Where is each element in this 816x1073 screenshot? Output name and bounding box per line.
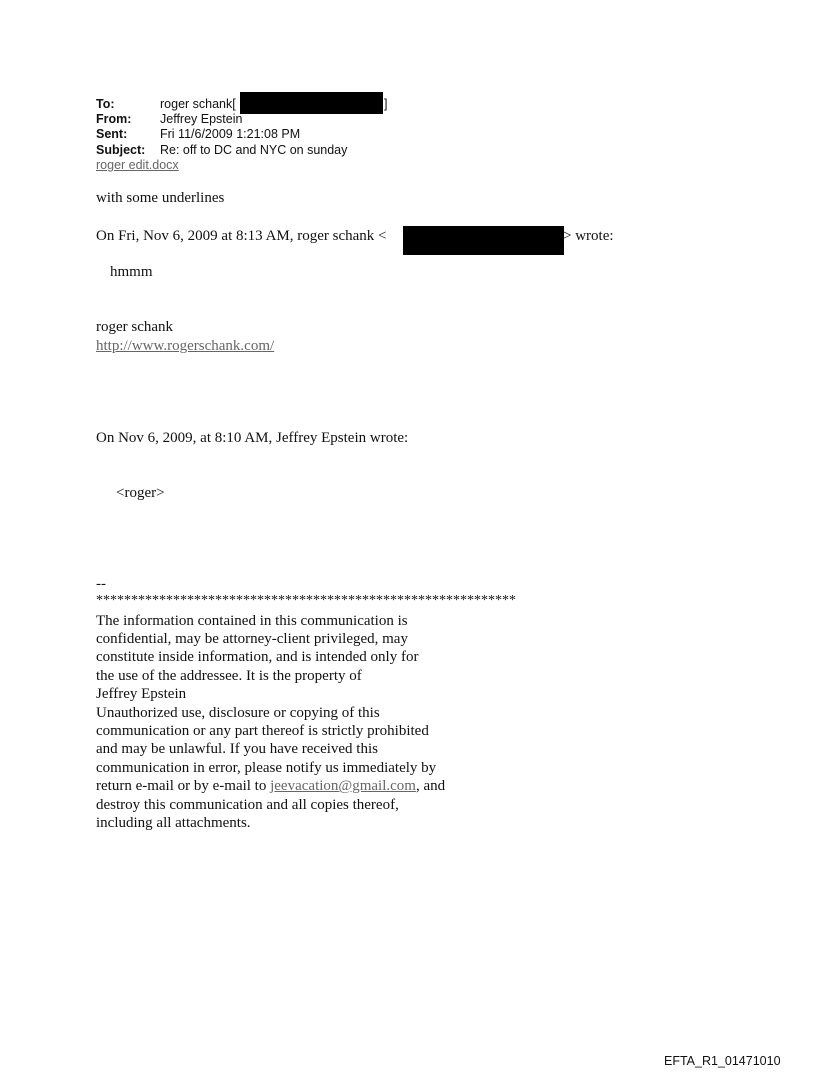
subject-value: Re: off to DC and NYC on sunday xyxy=(160,143,348,157)
disclaimer-stars: ************************************************************ xyxy=(96,593,516,608)
disclaimer-line: communication in error, please notify us immediately by xyxy=(96,760,437,776)
disclaimer-line: Jeffrey Epstein xyxy=(96,686,187,702)
quote-intro-post: > wrote: xyxy=(563,228,614,244)
sent-label: Sent: xyxy=(96,127,128,141)
disclaimer-line: confidential, may be attorney-client privileged, may xyxy=(96,631,408,647)
from-label: From: xyxy=(96,112,132,126)
roger-tag: <roger> xyxy=(116,485,165,501)
document-id: EFTA_R1_01471010 xyxy=(664,1054,781,1068)
signature-website-link[interactable]: http://www.rogerschank.com/ xyxy=(96,338,275,354)
signature-name: roger schank xyxy=(96,319,174,335)
disclaimer-line: The information contained in this communication is xyxy=(96,613,408,629)
disclaimer-line: and may be unlawful. If you have received this xyxy=(96,741,378,757)
hmmm-text: hmmm xyxy=(110,264,153,280)
sent-value: Fri 11/6/2009 1:21:08 PM xyxy=(160,127,301,141)
to-label: To: xyxy=(96,97,115,111)
to-value: roger schank[ xyxy=(160,97,236,111)
from-value: Jeffrey Epstein xyxy=(160,112,243,126)
redaction-roger-email xyxy=(403,226,564,255)
return-text-pre: return e-mail or by e-mail to xyxy=(96,778,271,794)
quote2-intro: On Nov 6, 2009, at 8:10 AM, Jeffrey Epstein wrote: xyxy=(96,430,409,446)
quote-intro-pre: On Fri, Nov 6, 2009 at 8:13 AM, roger schank < xyxy=(96,228,387,244)
disclaimer-line: Unauthorized use, disclosure or copying of this xyxy=(96,705,380,721)
to-close-bracket: ] xyxy=(384,97,388,111)
attachment-link[interactable]: roger edit.docx xyxy=(96,158,179,172)
email-link[interactable]: jeevacation@gmail.com xyxy=(270,778,416,794)
disclaimer-return-line xyxy=(96,777,445,795)
return-text-post: , and xyxy=(415,778,446,794)
subject-label: Subject: xyxy=(96,143,146,157)
disclaimer-line: destroy this communication and all copies thereof, xyxy=(96,797,399,813)
disclaimer-line: communication or any part thereof is strictly prohibited xyxy=(96,723,429,739)
body-line-underlines: with some underlines xyxy=(96,190,225,206)
signature-dashes: -- xyxy=(96,576,106,592)
redaction-to-email xyxy=(240,92,383,114)
disclaimer-line: the use of the addressee. It is the property of xyxy=(96,668,362,684)
disclaimer-line: including all attachments. xyxy=(96,815,251,831)
disclaimer-line: constitute inside information, and is intended only for xyxy=(96,649,419,665)
